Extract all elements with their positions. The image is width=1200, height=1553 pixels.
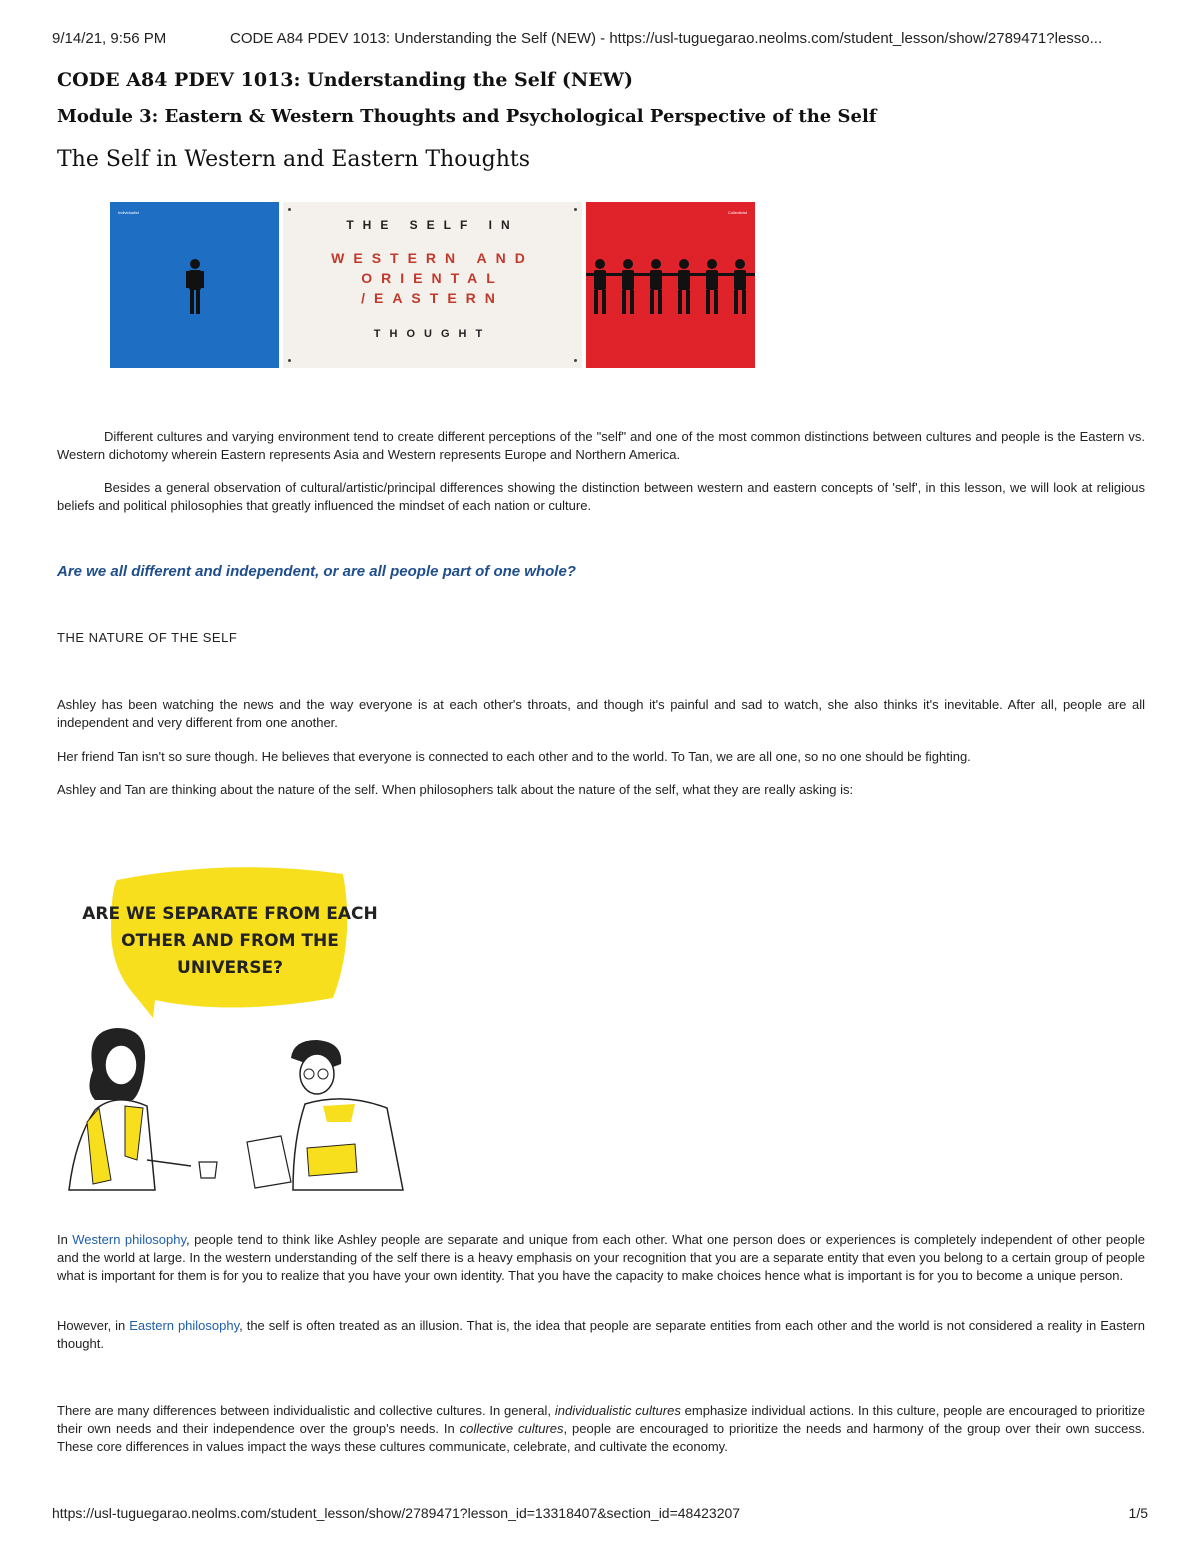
paragraph-text: , people are encouraged to prioritize the needs and harmony of the group over their own success. These core differences in values impact the ways these cultures communicate, celebrate, and cultivate the economy. <box>57 1421 1145 1454</box>
banner-right-label: Collectivist <box>727 210 747 215</box>
paragraph-text: emphasize individual actions. In this culture, people are encouraged to prioritize their own needs and their independence over the group's needs. In <box>57 1403 1145 1436</box>
print-header <box>52 30 1152 50</box>
paragraph-text: , the self is often treated as an illusion. That is, the idea that people are separate entities from each other and the world is not considered a reality in Eastern thought. <box>57 1318 1145 1351</box>
eastern-philosophy-link[interactable]: Eastern philosophy <box>129 1318 240 1333</box>
bubble-text-line: OTHER AND FROM THE <box>121 931 339 951</box>
nature-paragraph-3: Ashley and Tan are thinking about the nature of the self. When philosophers talk about the nature of the self, what they are really asking is: <box>57 782 854 797</box>
banner-blue-panel <box>110 202 279 368</box>
print-footer <box>52 1505 1148 1521</box>
bubble-text-line: UNIVERSE? <box>177 958 283 978</box>
emphasis-text: individualistic cultures <box>554 1403 681 1418</box>
module-title: Module 3: Eastern & Western Thoughts and Psychological Perspective of the Self <box>57 106 877 127</box>
illustration-image <box>55 860 405 1195</box>
lesson-banner-image <box>110 202 755 368</box>
banner-text-line: /EASTERN <box>361 290 504 306</box>
print-url: https://usl-tuguegarao.neolms.com/student_lesson/show/2789471?lesson_id=13318407&section_id=48423207 <box>52 1505 741 1521</box>
emphasis-text: collective cultures <box>459 1421 564 1436</box>
page-number: 1/5 <box>1128 1505 1148 1521</box>
eastern-philosophy-paragraph <box>57 1317 1145 1353</box>
course-title: CODE A84 PDEV 1013: Understanding the Self (NEW) <box>57 69 634 91</box>
bubble-text-line: ARE WE SEPARATE FROM EACH <box>82 904 378 924</box>
guiding-question: Are we all different and independent, or are all people part of one whole? <box>57 563 576 580</box>
print-page-title: CODE A84 PDEV 1013: Understanding the Self (NEW) - https://usl-tuguegarao.neolms.com/student_lesson/show/2789471?lesso... <box>230 30 1103 47</box>
woman-figure <box>69 1028 217 1190</box>
paragraph-text: , people tend to think like Ashley people are separate and unique from each other. What one person does or experiences is completely independent of other people and the world at large. In the western understanding of the self there is a heavy emphasis on your recognition that you are a separate entity that even you belong to a certain group of people what is important for them is for you to realize that you have your own identity. That you have the capacity to make choices hence what is important is for you to become a unique person. <box>57 1232 1145 1283</box>
group-of-people-icon <box>586 202 755 368</box>
nature-paragraph-2: Her friend Tan isn't so sure though. He believes that everyone is connected to each other and to the world. To Tan, we are all one, so no one should be fighting. <box>57 749 971 764</box>
section-heading: THE NATURE OF THE SELF <box>57 630 238 645</box>
banner-text-line: WESTERN AND <box>331 250 534 266</box>
intro-paragraph-1: Different cultures and varying environment tend to create different perceptions of the "self" and one of the most common distinctions between cultures and people is the Eastern vs. Western dichotomy wherein Eastern represents Asia and Western represents Europe and Northern America. <box>57 429 1145 462</box>
banner-red-panel <box>586 202 755 368</box>
banner-title-panel <box>283 202 582 368</box>
single-person-icon <box>110 202 279 368</box>
paragraph-text: There are many differences between individualistic and collective cultures. In general, <box>57 1403 555 1418</box>
paragraph-text: In <box>57 1232 73 1247</box>
print-date: 9/14/21, 9:56 PM <box>52 30 167 47</box>
western-philosophy-paragraph <box>57 1231 1145 1285</box>
cultures-paragraph <box>57 1402 1145 1456</box>
paragraph-text: However, in <box>57 1318 130 1333</box>
nature-paragraph-1: Ashley has been watching the news and the way everyone is at each other's throats, and though it's painful and sad to watch, she also thinks it's inevitable. After all, people are all independent and very different from one another. <box>57 697 1145 730</box>
man-figure <box>247 1040 403 1190</box>
banner-text-line: ORIENTAL <box>361 270 504 286</box>
western-philosophy-link[interactable]: Western philosophy <box>72 1232 187 1247</box>
banner-left-label: Individualist <box>118 210 139 215</box>
lesson-title: The Self in Western and Eastern Thoughts <box>57 147 530 172</box>
banner-text-line: THOUGHT <box>373 328 492 340</box>
banner-text-line: THE SELF IN <box>346 218 519 232</box>
speech-bubble-illustration <box>55 860 405 1195</box>
intro-paragraph-2: Besides a general observation of cultural/artistic/principal differences showing the distinction between western and eastern concepts of 'self', in this lesson, we will look at religious beliefs and political philosophies that greatly influenced the mindset of each nation or culture. <box>57 480 1145 513</box>
